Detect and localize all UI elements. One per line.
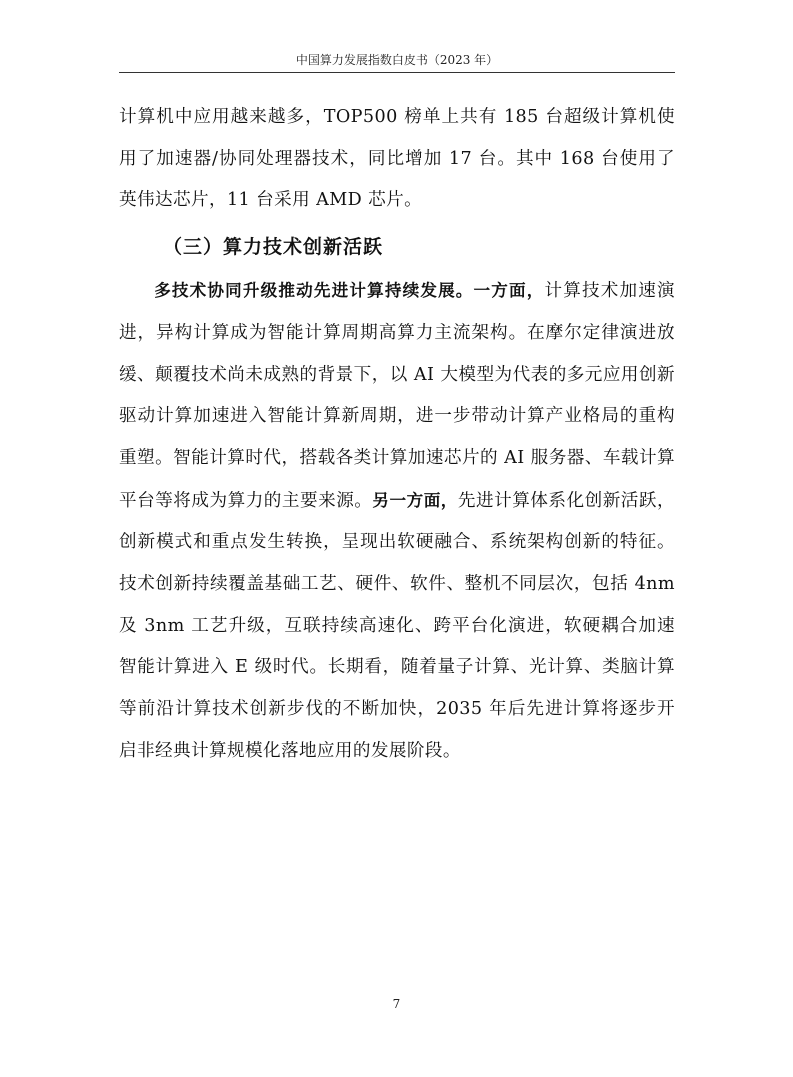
paragraph-technology (119, 270, 675, 772)
paragraph-lead-bold-2: 另一方面， (372, 490, 458, 510)
section-heading: （三）算力技术创新活跃 (163, 236, 384, 259)
header-divider (119, 72, 675, 73)
paragraph-continued: 计算机中应用越来越多，TOP500 榜单上共有 185 台超级计算机使用了加速器/协同处理器技术，同比增加 17 台。其中 168 台使用了英伟达芯片，11 台采用 AMD 芯片。 (119, 107, 675, 211)
page-header: 中国算力发展指数白皮书（2023 年） (295, 53, 499, 67)
paragraph-text: 计算技术加速演进，异构计算成为智能计算周期高算力主流架构。在摩尔定律演进放缓、颠覆技术尚未成熟的背景下，以 AI 大模型为代表的多元应用创新驱动计算加速进入智能计算新周期，进一步带动计算产业格局的重构重塑。智能计算时代，搭载各类计算加速芯片的 AI 服务器、车载计算平台等将成为算力的主要来源。 (119, 281, 675, 511)
document-body (119, 97, 675, 773)
paragraph-lead-bold: 多技术协同升级推动先进计算持续发展。一方面， (154, 281, 545, 301)
page-number: 7 (392, 997, 401, 1011)
paragraph-text-2: 先进计算体系化创新活跃，创新模式和重点发生转换，呈现出软硬融合、系统架构创新的特征。技术创新持续覆盖基础工艺、硬件、软件、整机不同层次，包括 4nm 及 3nm 工艺升级，互联持续高速化、跨平台化演进，软硬耦合加速智能计算进入 E 级时代。长期看，随着量子计算、光计算、类脑计算等前沿计算技术创新步伐的不断加快，2035 年后先进计算将逐步开启非经典计算规模化落地应用的发展阶段。 (119, 490, 675, 761)
